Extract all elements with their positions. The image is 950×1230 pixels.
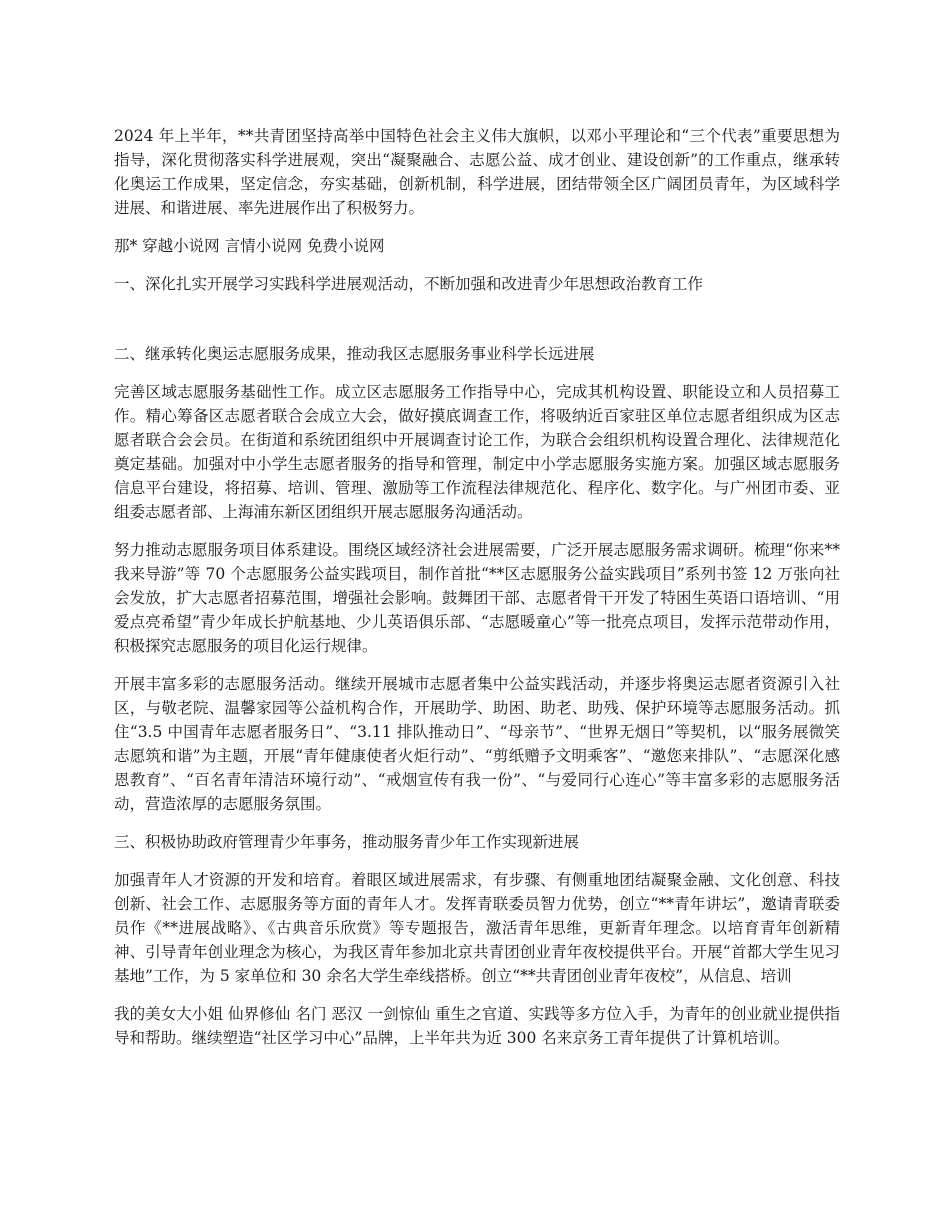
section-heading-2: 二、继承转化奥运志愿服务成果，推动我区志愿服务事业科学长远进展 (114, 345, 595, 363)
paragraph-volunteer-projects: 努力推动志愿服务项目体系建设。围绕区域经济社会进展需要，广泛开展志愿服务需求调研。梳理“你来** 我来导游”等 70 个志愿服务公益实践项目，制作首批“**区志愿服务公益实践项目”系列书签 12 万张向社会发放，扩大志愿者招募范围，增强社会影响。鼓舞团干部、志愿者骨干开发了特困生英语口语培训、“用爱点亮希望”青少年成长护航基地、少儿英语俱乐部、“志愿暖童心”等一批亮点项目，发挥示范带动作用，积极探究志愿服务的项目化运行规律。 (114, 541, 840, 655)
paragraph-youth-talent: 加强青年人才资源的开发和培育。着眼区域进展需求，有步骤、有侧重地团结凝聚金融、文化创意、科技创新、社会工作、志愿服务等方面的青年人才。发挥青联委员智力优势，创立“**青年讲坛”，邀请青联委员作《**进展战略》、《古典音乐欣赏》等专题报告，激活青年思维，更新青年理念。以培育青年创新精神、引导青年创业理念为核心，为我区青年参加北京共青团创业青年夜校提供平台。开展“首都大学生见习基地”工作，为 5 家单位和 30 余名大学生牵线搭桥。创立“**共青团创业青年夜校”，从信息、培训 (114, 871, 840, 985)
paragraph-volunteer-basics: 完善区域志愿服务基础性工作。成立区志愿服务工作指导中心，完成其机构设置、职能设立和人员招募工作。精心筹备区志愿者联合会成立大会，做好摸底调查工作，将吸纳近百家驻区单位志愿者组织成为区志愿者联合会会员。在街道和系统团组织中开展调查讨论工作，为联合会组织机构设置合理化、法律规范化奠定基础。加强对中小学生志愿者服务的指导和管理，制定中小学志愿服务实施方案。加强区域志愿服务信息平台建设，将招募、培训、管理、激励等工作流程法律规范化、程序化、数字化。与广州团市委、亚组委志愿者部、上海浦东新区团组织开展志愿服务沟通活动。 (114, 383, 840, 521)
section-heading-3: 三、积极协助政府管理青少年事务，推动服务青少年工作实现新进展 (114, 833, 580, 851)
section-heading-1: 一、深化扎实开展学习实践科学进展观活动，不断加强和改进青少年思想政治教育工作 (114, 275, 704, 293)
intro-paragraph: 2024 年上半年，**共青团坚持高举中国特色社会主义伟大旗帜，以邓小平理论和“三个代表”重要思想为指导，深化贯彻落实科学进展观，突出“凝聚融合、志愿公益、成才创业、建设创新”的工作重点，继承转化奥运工作成果，坚定信念，夯实基础，创新机制，科学进展，团结带领全区广阔团员青年，为区域科学进展、和谐进展、率先进展作出了积极努力。 (114, 127, 840, 217)
paragraph-entrepreneurship: 我的美女大小姐 仙界修仙 名门 恶汉 一剑惊仙 重生之官道、实践等多方位入手，为青年的创业就业提供指导和帮助。继续塑造“社区学习中心”品牌，上半年共为近 300 名来京务工青年提供了计算机培训。 (114, 1005, 840, 1047)
inserted-links-line: 那* 穿越小说网 言情小说网 免费小说网 (114, 237, 385, 255)
document-body (114, 124, 840, 1064)
paragraph-volunteer-activities: 开展丰富多彩的志愿服务活动。继续开展城市志愿者集中公益实践活动，并逐步将奥运志愿者资源引入社区，与敬老院、温馨家园等公益机构合作，开展助学、助困、助老、助残、保护环境等志愿服务活动。抓住“3.5 中国青年志愿者服务日”、“3.11 排队推动日”、“母亲节”、“世界无烟日”等契机，以“服务展微笑 志愿筑和谐”为主题，开展“青年健康使者火炬行动”、“剪纸赠予文明乘客”、“邀您来排队”、“志愿深化感恩教育”、“百名青年清洁环境行动”、“戒烟宣传有我一份”、“与爱同行心连心”等丰富多彩的志愿服务活动，营造浓厚的志愿服务氛围。 (114, 675, 840, 813)
